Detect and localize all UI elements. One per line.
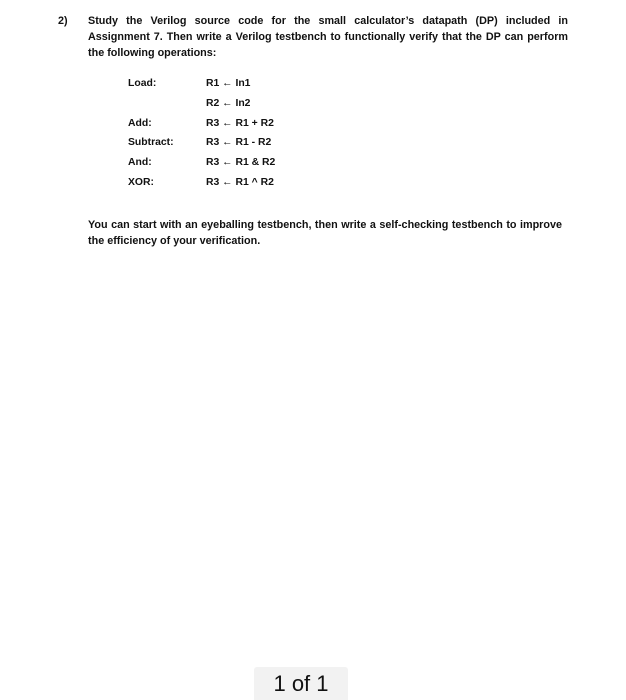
operation-expression: R1 ← In1: [206, 78, 251, 89]
operation-label: Load:: [128, 78, 157, 89]
operation-expression: R3 ← R1 & R2: [206, 157, 276, 169]
question-text: Study the Verilog source code for the small calculator’s datapath (DP) included in Assignment 7. Then write a Verilog testbench to functionally verify that the DP can perform the following operations:: [88, 15, 568, 59]
operation-expression: R3 ← R1 + R2: [206, 117, 274, 129]
operation-label: XOR:: [128, 176, 154, 188]
operation-expression: R3 ← R1 ^ R2: [206, 176, 274, 188]
page-indicator: 1 of 1: [254, 667, 348, 700]
operation-label: And:: [128, 157, 152, 169]
testbench-note: You can start with an eyeballing testbench, then write a self-checking testbench to improve the efficiency of your verification.: [88, 219, 562, 247]
question-2: [58, 13, 568, 61]
operation-expression: R3 ← R1 - R2: [206, 137, 272, 149]
question-number: 2): [58, 15, 68, 27]
operation-label: Subtract:: [128, 137, 174, 149]
operation-label: Add:: [128, 117, 152, 129]
question-paragraph: [58, 13, 568, 61]
operation-expression: R2 ← In2: [206, 97, 251, 109]
